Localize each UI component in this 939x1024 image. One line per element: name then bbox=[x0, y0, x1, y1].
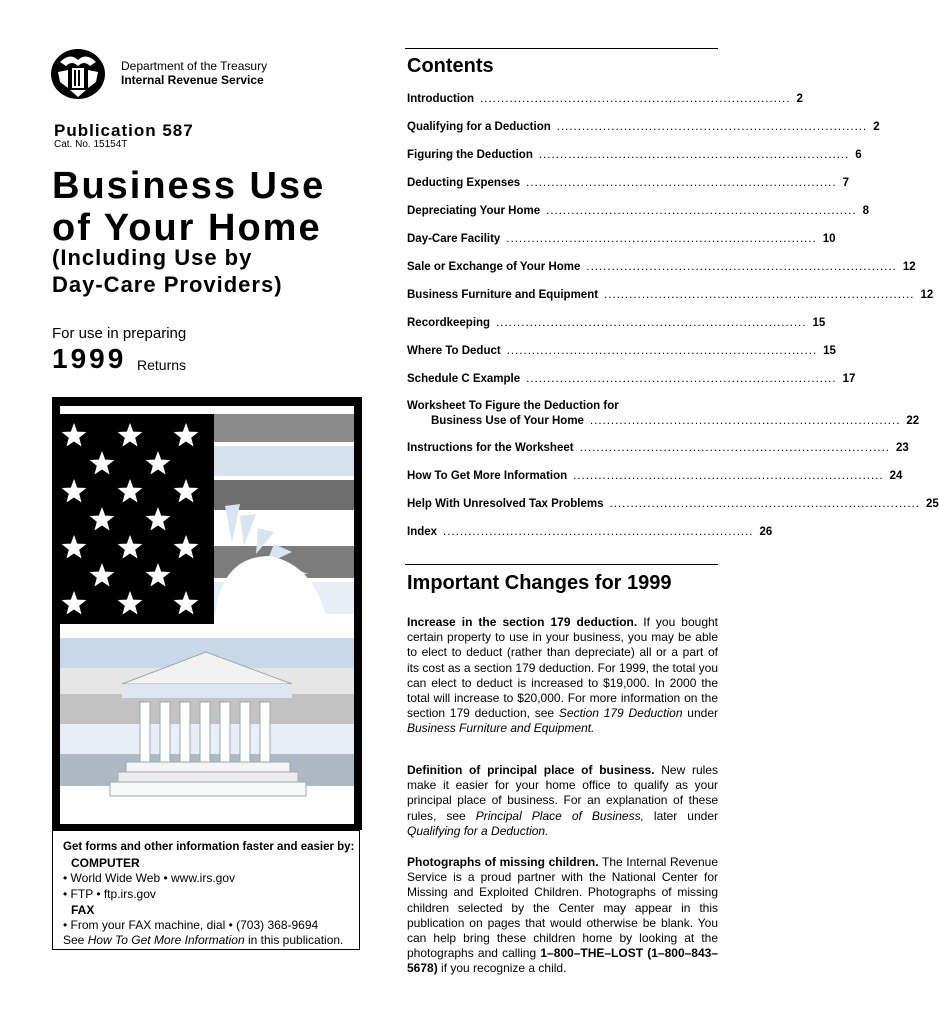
changes-rule bbox=[405, 564, 718, 565]
toc-label: Recordkeeping bbox=[407, 317, 491, 329]
toc-item-introduction[interactable]: Introduction .......................................................................... 2 bbox=[407, 93, 803, 105]
toc-item-worksheet[interactable]: Worksheet To Figure the Deduction for Business Use of Your Home .......................................................................... 22 bbox=[407, 400, 920, 427]
subtitle-line-1: (Including Use by bbox=[52, 245, 253, 270]
toc-label: Business Furniture and Equipment bbox=[407, 289, 599, 301]
publication-number: Publication 587 bbox=[54, 121, 194, 140]
toc-label: How To Get More Information bbox=[407, 470, 568, 482]
toc-item-furniture[interactable]: Business Furniture and Equipment .......................................................................... 12 bbox=[407, 289, 934, 301]
top-rule bbox=[405, 48, 718, 49]
toc-item-qualifying[interactable]: Qualifying for a Deduction .......................................................................... 2 bbox=[407, 121, 880, 133]
toc-page: 6 bbox=[855, 149, 862, 161]
toc-label: Deducting Expenses bbox=[407, 177, 521, 189]
toc-item-daycare[interactable]: Day-Care Facility .......................................................................... 10 bbox=[407, 233, 836, 245]
toc-page: 26 bbox=[759, 526, 773, 538]
toc-label: Introduction bbox=[407, 93, 475, 105]
cross-reference[interactable]: Qualifying for a Deduction. bbox=[407, 823, 549, 838]
toc-item-sale[interactable]: Sale or Exchange of Your Home .......................................................................... 12 bbox=[407, 261, 916, 273]
toc-label: Instructions for the Worksheet bbox=[407, 442, 574, 454]
toc-label-continued: Business Use of Your Home bbox=[431, 415, 584, 427]
toc-label: Worksheet To Figure the Deduction for bbox=[407, 400, 619, 412]
toc-label: Help With Unresolved Tax Problems bbox=[407, 498, 604, 510]
irs-eagle-logo bbox=[50, 48, 106, 100]
toc-page: 2 bbox=[796, 93, 803, 105]
toc-page: 15 bbox=[812, 317, 826, 329]
info-box bbox=[52, 830, 360, 950]
toc-item-index[interactable]: Index .......................................................................... 26 bbox=[407, 526, 773, 538]
toc-page: 24 bbox=[889, 470, 903, 482]
toc-page: 15 bbox=[823, 345, 836, 357]
cross-reference[interactable]: Section 179 Deduction bbox=[558, 706, 683, 721]
for-use-label: For use in preparing bbox=[52, 325, 187, 342]
title-line-2: of Your Home bbox=[52, 207, 322, 249]
toc-label: Sale or Exchange of Your Home bbox=[407, 261, 581, 273]
toc-page: 23 bbox=[896, 442, 909, 454]
cover-illustration bbox=[60, 406, 354, 824]
toc-item-instructions[interactable]: Instructions for the Worksheet .......................................................................... 23 bbox=[407, 442, 909, 454]
toc-item-depreciating[interactable]: Depreciating Your Home .......................................................................... 8 bbox=[407, 205, 869, 217]
cross-reference[interactable]: Business Furniture and Equipment. bbox=[407, 721, 595, 736]
computer-heading: COMPUTER bbox=[71, 856, 140, 870]
ftp-line: • FTP • ftp.irs.gov bbox=[63, 887, 156, 901]
paragraph-principal-place: Definition of principal place of business. New rules make it easier for your home office to qualify as your principal place of business. For an explanation of these rules, see Principal Place of Business, later under Qualifying for a Deduction. bbox=[407, 763, 718, 838]
contents-heading: Contents bbox=[407, 55, 494, 77]
www-line: • World Wide Web • www.irs.gov bbox=[63, 871, 236, 885]
fax-heading: FAX bbox=[71, 903, 95, 917]
toc-label: Figuring the Deduction bbox=[407, 149, 533, 161]
see-line bbox=[63, 932, 343, 948]
agency-name: Internal Revenue Service bbox=[121, 73, 264, 87]
toc-label: Day-Care Facility bbox=[407, 233, 501, 245]
toc-page: 25 bbox=[925, 498, 939, 510]
catalog-number: Cat. No. 15154T bbox=[54, 139, 128, 150]
toc-label: Where To Deduct bbox=[407, 345, 501, 357]
info-box-heading: Get forms and other information faster and easier by: bbox=[63, 841, 355, 853]
fax-line: • From your FAX machine, dial • (703) 368-9694 bbox=[63, 918, 319, 932]
para-heading: Increase in the section 179 deduction. bbox=[407, 615, 638, 629]
see-suffix: in this publication. bbox=[244, 933, 344, 947]
toc-page: 7 bbox=[842, 177, 849, 189]
toc-page: 12 bbox=[902, 261, 916, 273]
toc-item-figuring[interactable]: Figuring the Deduction .......................................................................... 6 bbox=[407, 149, 862, 161]
toc-item-more-info[interactable]: How To Get More Information .......................................................................... 24 bbox=[407, 470, 903, 482]
toc-page: 2 bbox=[873, 121, 880, 133]
toc-item-schedule-c[interactable]: Schedule C Example .......................................................................... 17 bbox=[407, 373, 856, 385]
toc-item-deducting[interactable]: Deducting Expenses .......................................................................... 7 bbox=[407, 177, 849, 189]
toc-item-recordkeeping[interactable]: Recordkeeping .......................................................................... 15 bbox=[407, 317, 826, 329]
toc-page: 22 bbox=[906, 415, 920, 427]
toc-label: Qualifying for a Deduction bbox=[407, 121, 551, 133]
toc-page: 8 bbox=[862, 205, 869, 217]
changes-heading: Important Changes for 1999 bbox=[407, 572, 672, 594]
title-line-1: Business Use bbox=[52, 165, 326, 207]
tax-year: 1999 bbox=[52, 343, 127, 374]
toc-page: 17 bbox=[842, 373, 856, 385]
toc-label: Depreciating Your Home bbox=[407, 205, 541, 217]
toc-item-help[interactable]: Help With Unresolved Tax Problems .......................................................................... 25 bbox=[407, 498, 939, 510]
para-heading: Definition of principal place of business. bbox=[407, 763, 655, 777]
see-prefix: See bbox=[63, 933, 88, 947]
toc-page: 10 bbox=[822, 233, 836, 245]
toc-label: Index bbox=[407, 526, 438, 538]
toc-page: 12 bbox=[920, 289, 934, 301]
see-link[interactable]: How To Get More Information bbox=[87, 933, 245, 947]
department-name: Department of the Treasury bbox=[121, 59, 268, 73]
toc-item-where[interactable]: Where To Deduct .......................................................................... 15 bbox=[407, 345, 836, 357]
toc-label: Schedule C Example bbox=[407, 373, 521, 385]
paragraph-missing-children: Photographs of missing children. The Internal Revenue Service is a proud partner with the National Center for Missing and Exploited Children. Photographs of missing children selected by the Center may appear in this publication on pages that would otherwise be blank. You can help bring these children home by looking at the photographs and calling 1–800–THE–LOST (1–800–843–5678) if you recognize a child. bbox=[407, 855, 718, 976]
subtitle-line-2: Day-Care Providers) bbox=[52, 272, 283, 297]
hotline-number: 1–800–THE–LOST (1–800–843–5678) bbox=[407, 946, 718, 976]
paragraph-section-179: Increase in the section 179 deduction. If you bought certain property to use in your business, you may be able to elect to deduct (rather than depreciate) all or a part of its cost as a section 179 deduction. For 1999, the total you can elect to deduct is increased to $19,000. In 2000 the total will increase to $20,000. For more information on the section 179 deduction, see Section 179 Deduction under Business Furniture and Equipment. bbox=[407, 615, 719, 736]
para-heading: Photographs of missing children. bbox=[407, 855, 599, 869]
cross-reference[interactable]: Principal Place of Business, bbox=[475, 808, 644, 823]
returns-label: Returns bbox=[137, 357, 187, 373]
